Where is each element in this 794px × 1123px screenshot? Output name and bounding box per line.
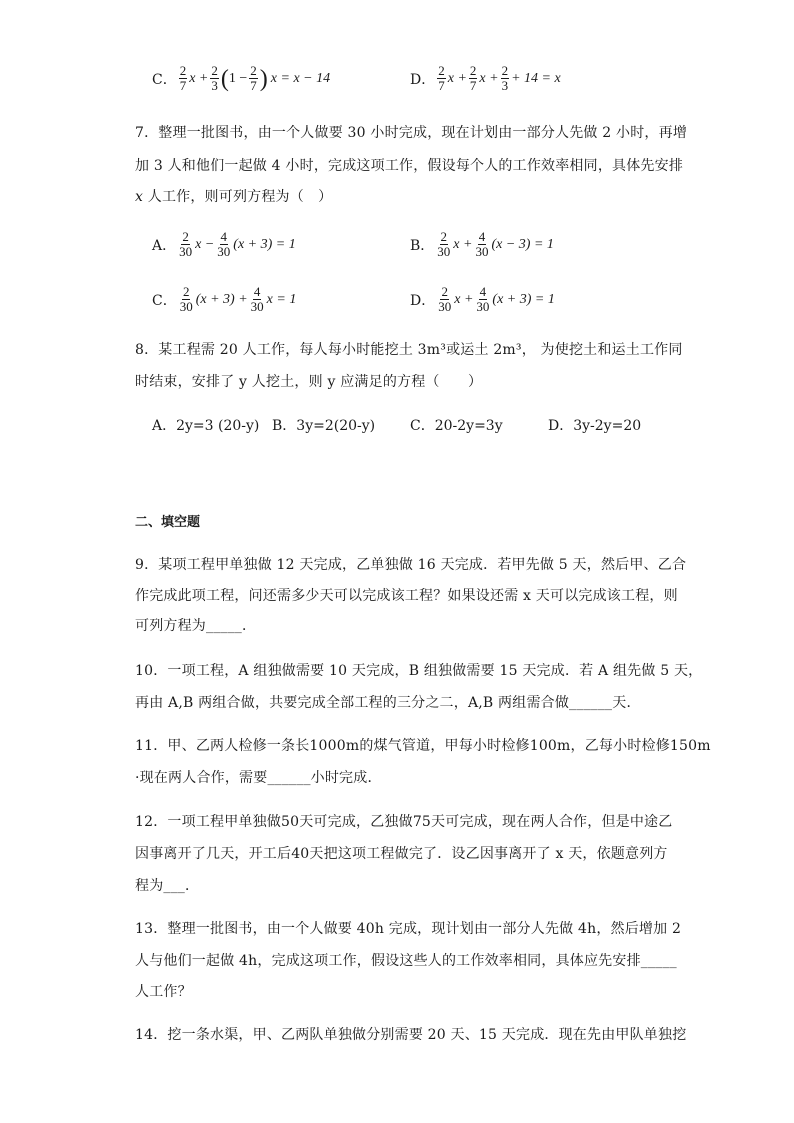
right-paren: ) xyxy=(259,65,268,92)
q11-line-2: ·现在两人合作，需要______小时完成． xyxy=(135,770,382,786)
fraction: $\frac{2}{7}$ xyxy=(250,63,257,93)
q7-option-d[interactable] xyxy=(410,285,555,314)
q8-option-a[interactable]: A．2y=3 (20-y) xyxy=(152,418,260,434)
option-label: D． xyxy=(410,292,436,309)
expression: + 14 = x xyxy=(511,70,561,86)
q7-line-3 xyxy=(135,186,332,206)
fraction: $\frac{4}{30}$ xyxy=(250,284,264,314)
option-label: B． xyxy=(410,237,435,254)
expression: x + xyxy=(453,236,473,252)
expression: x − xyxy=(195,236,215,252)
q13-line-3: 人工作？ xyxy=(135,984,192,1000)
q10-line-2: 再由 A,B 两组合做，共要完成全部工程的三分之二，A,B 两组需合做______天． xyxy=(135,695,641,711)
q12-line-1: 12．一项工程甲单独做50天可完成，乙独做75天可完成，现在两人合作，但是中途乙 xyxy=(135,814,673,830)
expression: x = 1 xyxy=(266,291,297,307)
expression: x + xyxy=(454,291,474,307)
q14-line-1: 14．挖一条水渠，甲、乙两队单独做分别需要 20 天、15 天完成．现在先由甲队单独挖 xyxy=(135,1027,687,1043)
q12-line-2: 因事离开了几天，开工后40天把这项工程做完了．设乙因事离开了 x 天，依题意列方 xyxy=(135,846,668,862)
option-label: C． xyxy=(152,292,177,309)
fraction: $\frac{2}{30}$ xyxy=(437,229,451,259)
option-label: A． xyxy=(152,237,177,254)
expression: x + xyxy=(447,70,467,86)
section-title: 二、填空题 xyxy=(135,515,201,530)
q7-option-c[interactable] xyxy=(152,285,296,314)
q10-line-1: 10．一项工程，A 组独做需要 10 天完成，B 组独做需要 15 天完成．若 A 组先做 5 天， xyxy=(135,663,703,679)
q8-option-c[interactable]: C．20-2y=3y xyxy=(410,418,503,434)
option-label: D． xyxy=(410,71,436,88)
expression: x = x − 14 xyxy=(270,70,331,86)
q9-line-3: 可列方程为_____． xyxy=(135,618,257,634)
variable: x xyxy=(135,189,144,205)
expression: (x + 3) = 1 xyxy=(492,291,555,307)
q9-line-1: 9．某项工程甲单独做 12 天完成，乙单独做 16 天完成．若甲先做 5 天，然后甲、乙合 xyxy=(135,557,687,573)
fraction: $\frac{2}{30}$ xyxy=(438,284,452,314)
expression: 1 − xyxy=(228,70,248,86)
expression: (x + 3) = 1 xyxy=(233,236,296,252)
fraction: $\frac{2}{3}$ xyxy=(211,63,218,93)
q13-line-1: 13．整理一批图书，由一个人做要 40h 完成，现计划由一部分人先做 4h，然后增加 2 xyxy=(135,921,682,937)
q8-option-b[interactable]: B．3y=2(20-y) xyxy=(272,418,376,434)
option-label: C． xyxy=(152,71,177,88)
q8-line-1: 8．某工程需 20 人工作，每人每小时能挖土 3m³或运土 2m³， 为使挖土和运土工作同 xyxy=(135,342,683,358)
fraction: $\frac{2}{7}$ xyxy=(179,63,187,93)
fraction: $\frac{2}{7}$ xyxy=(469,63,477,93)
fraction: $\frac{2}{30}$ xyxy=(179,229,193,259)
fraction: $\frac{4}{30}$ xyxy=(476,284,490,314)
q7-option-a[interactable] xyxy=(152,230,296,259)
expression: (x + 3) + xyxy=(195,291,248,307)
expression: x + xyxy=(189,70,209,86)
fraction: $\frac{4}{30}$ xyxy=(217,229,231,259)
fraction: $\frac{2}{7}$ xyxy=(438,63,445,93)
fraction: $\frac{2}{3}$ xyxy=(501,63,509,93)
q8-line-2: 时结束，安排了 y 人挖土，则 y 应满足的方程（ ） xyxy=(135,374,483,390)
expression: x + xyxy=(479,70,499,86)
fraction: $\frac{2}{30}$ xyxy=(179,284,193,314)
expression: (x − 3) = 1 xyxy=(491,236,554,252)
q6-option-c[interactable] xyxy=(152,64,330,93)
q7-line-1: 7．整理一批图书，由一个人做要 30 小时完成，现在计划由一部分人先做 2 小时，再增 xyxy=(135,125,688,141)
left-paren: ( xyxy=(220,65,229,92)
q8-option-d[interactable]: D．3y-2y=20 xyxy=(548,418,642,434)
q9-line-2: 作完成此项工程，问还需多少天可以完成该工程？如果设还需 x 天可以完成该工程，则 xyxy=(135,588,678,604)
q6-option-d[interactable] xyxy=(410,64,561,93)
q11-line-1: 11．甲、乙两人检修一条长1000m的煤气管道，甲每小时检修100m，乙每小时检修150m xyxy=(135,738,711,754)
q12-line-3: 程为___． xyxy=(135,878,200,894)
q7-line-2: 加 3 人和他们一起做 4 小时，完成这项工作，假设每个人的工作效率相同，具体先安排 xyxy=(135,158,684,174)
text: 人工作，则可列方程为（ ） xyxy=(143,189,333,205)
q7-option-b[interactable] xyxy=(410,230,554,259)
q13-line-2: 人与他们一起做 4h，完成这项工作，假设这些人的工作效率相同，具体应先安排_____ xyxy=(135,953,677,969)
fraction: $\frac{4}{30}$ xyxy=(475,229,489,259)
